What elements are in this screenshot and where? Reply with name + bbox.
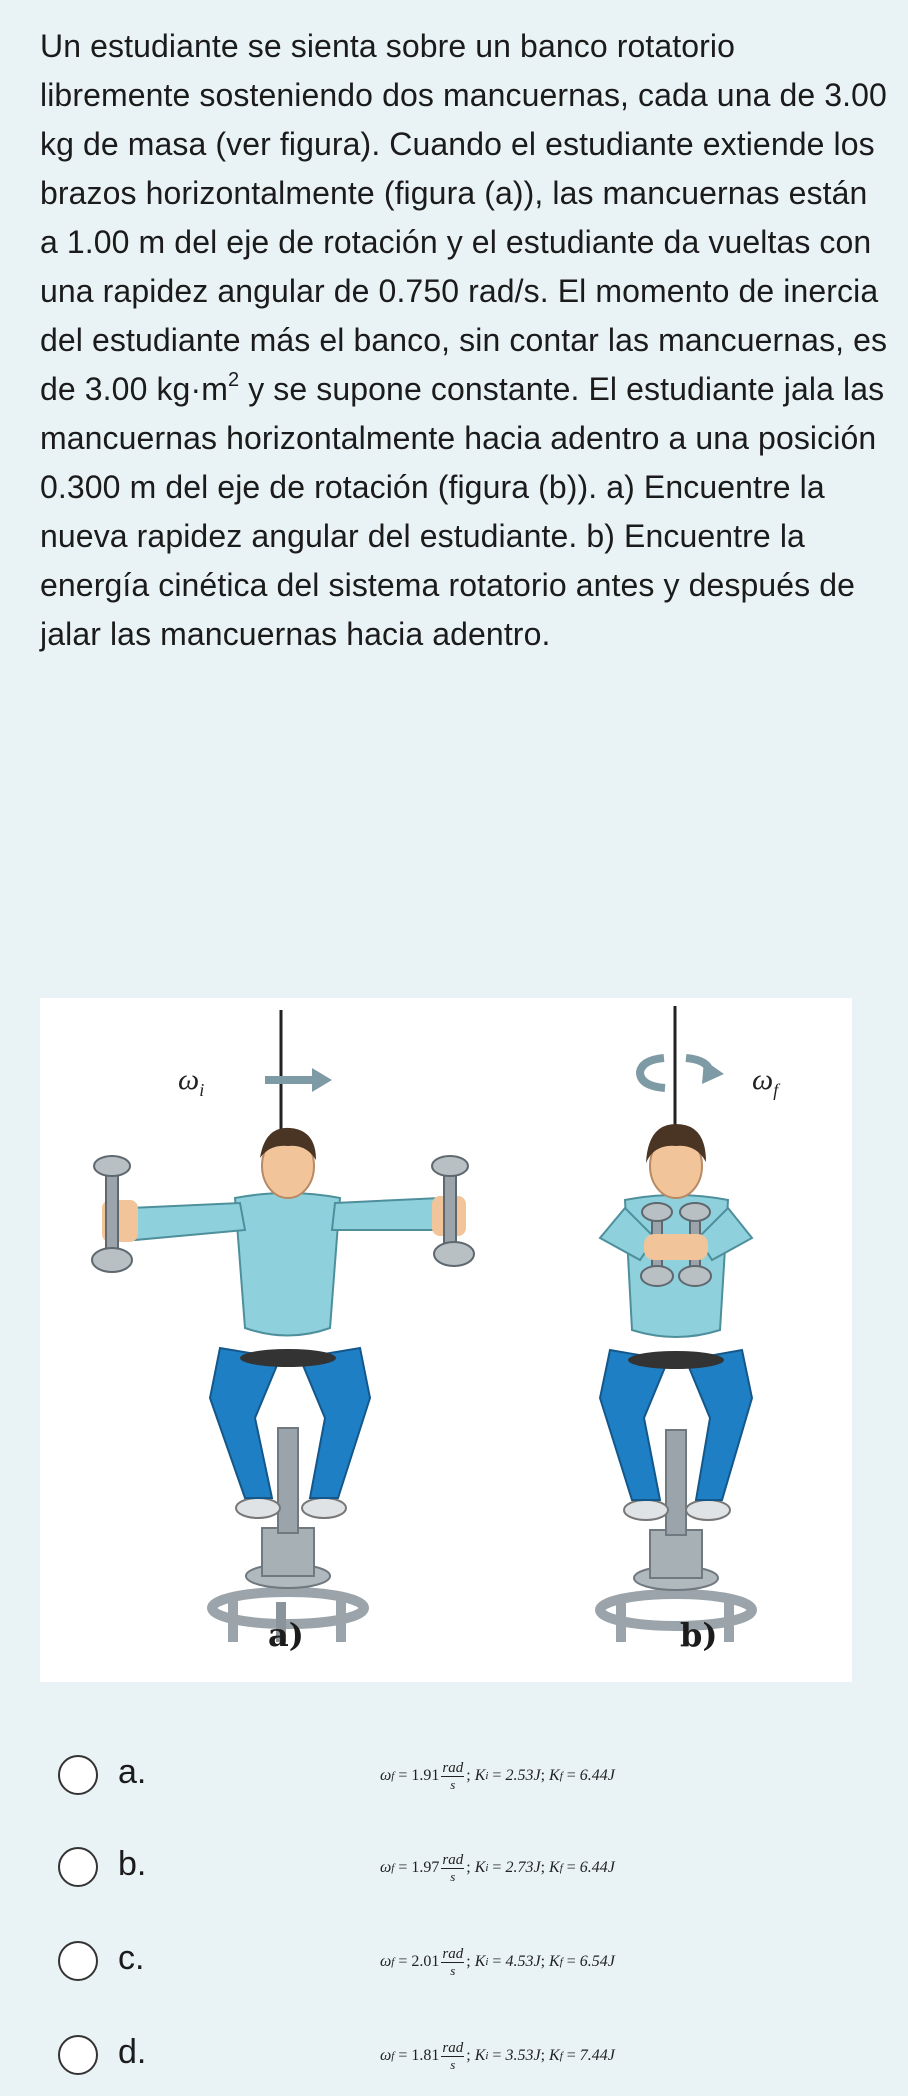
option-b-omega-value: 1.97: [411, 1859, 440, 1876]
option-a-kf: 6.44J: [579, 1767, 615, 1784]
figure-b-student: [600, 1006, 752, 1642]
option-c-ki: 4.53J: [505, 1953, 541, 1970]
option-a-letter: a.: [118, 1753, 147, 1791]
option-a-omega-value: 1.91: [411, 1767, 440, 1784]
option-c-kf: 6.54J: [579, 1953, 615, 1970]
option-a[interactable]: [0, 1735, 908, 1805]
option-c-omega-value: 2.01: [411, 1953, 440, 1970]
option-b[interactable]: [0, 1827, 908, 1897]
option-a-radio[interactable]: [58, 1755, 98, 1795]
option-d-ki: 3.53J: [505, 2047, 541, 2064]
option-d-kf: 7.44J: [579, 2047, 615, 2064]
option-d-letter: d.: [118, 2033, 147, 2071]
option-b-kf: 6.44J: [579, 1859, 615, 1876]
figure-label-b: b): [680, 1616, 718, 1654]
option-d-formula: ω f = 1.81 $\frac{\text{rad}}{s}$ ; K i = 3.53J ; K f = 7.44J: [380, 2039, 615, 2072]
question-text: [40, 22, 890, 659]
problem-figure: [40, 998, 852, 1682]
question-part2: y se supone constante. El estudiante jala las mancuernas horizontalmente hacia adentro a una posición 0.300 m del eje de rotación (figura (b)). a) Encuentre la nueva rapidez angular del estudiante. b) Encuentre la energía cinética del sistema rotatorio antes y después de jalar las mancuernas hacia adentro.: [40, 371, 885, 652]
option-b-ki: 2.73J: [505, 1859, 541, 1876]
option-b-letter: b.: [118, 1845, 147, 1883]
omega-f-label: $\omega_f$: [752, 1063, 779, 1100]
figure-a-student: [92, 1010, 474, 1642]
option-a-ki: 2.53J: [505, 1767, 541, 1784]
option-b-radio[interactable]: [58, 1847, 98, 1887]
omega-i-label: $\omega_i$: [178, 1063, 205, 1100]
option-d-radio[interactable]: [58, 2035, 98, 2075]
figure-illustration: [40, 998, 852, 1682]
option-d[interactable]: [0, 2015, 908, 2085]
option-b-formula: ω f = 1.97 $\frac{\text{rad}}{s}$ ; K i = 2.73J ; K f = 6.44J: [380, 1851, 615, 1884]
option-a-formula: ω f = 1.91 $\frac{\text{rad}}{s}$ ; K i = 2.53J ; K f = 6.44J: [380, 1759, 615, 1792]
option-c-formula: ω f = 2.01 $\frac{\text{rad}}{s}$ ; K i = 4.53J ; K f = 6.54J: [380, 1945, 615, 1978]
option-c[interactable]: [0, 1921, 908, 1991]
question-part1: Un estudiante se sienta sobre un banco rotatorio libremente sosteniendo dos mancuernas, cada una de 3.00 kg de masa (ver figura). Cuando el estudiante extiende los brazos horizontalmente (figura (a)), las mancuernas están a 1.00 m del eje de rotación y el estudiante da vueltas con una rapidez angular de 0.750 rad/s. El momento de inercia del estudiante más el banco, sin contar las mancuernas, es de 3.00 kg·m: [40, 28, 888, 407]
figure-label-a: a): [268, 1616, 304, 1654]
option-c-radio[interactable]: [58, 1941, 98, 1981]
question-superscript: 2: [227, 369, 240, 391]
option-d-omega-value: 1.81: [411, 2047, 440, 2064]
option-c-letter: c.: [118, 1939, 145, 1977]
